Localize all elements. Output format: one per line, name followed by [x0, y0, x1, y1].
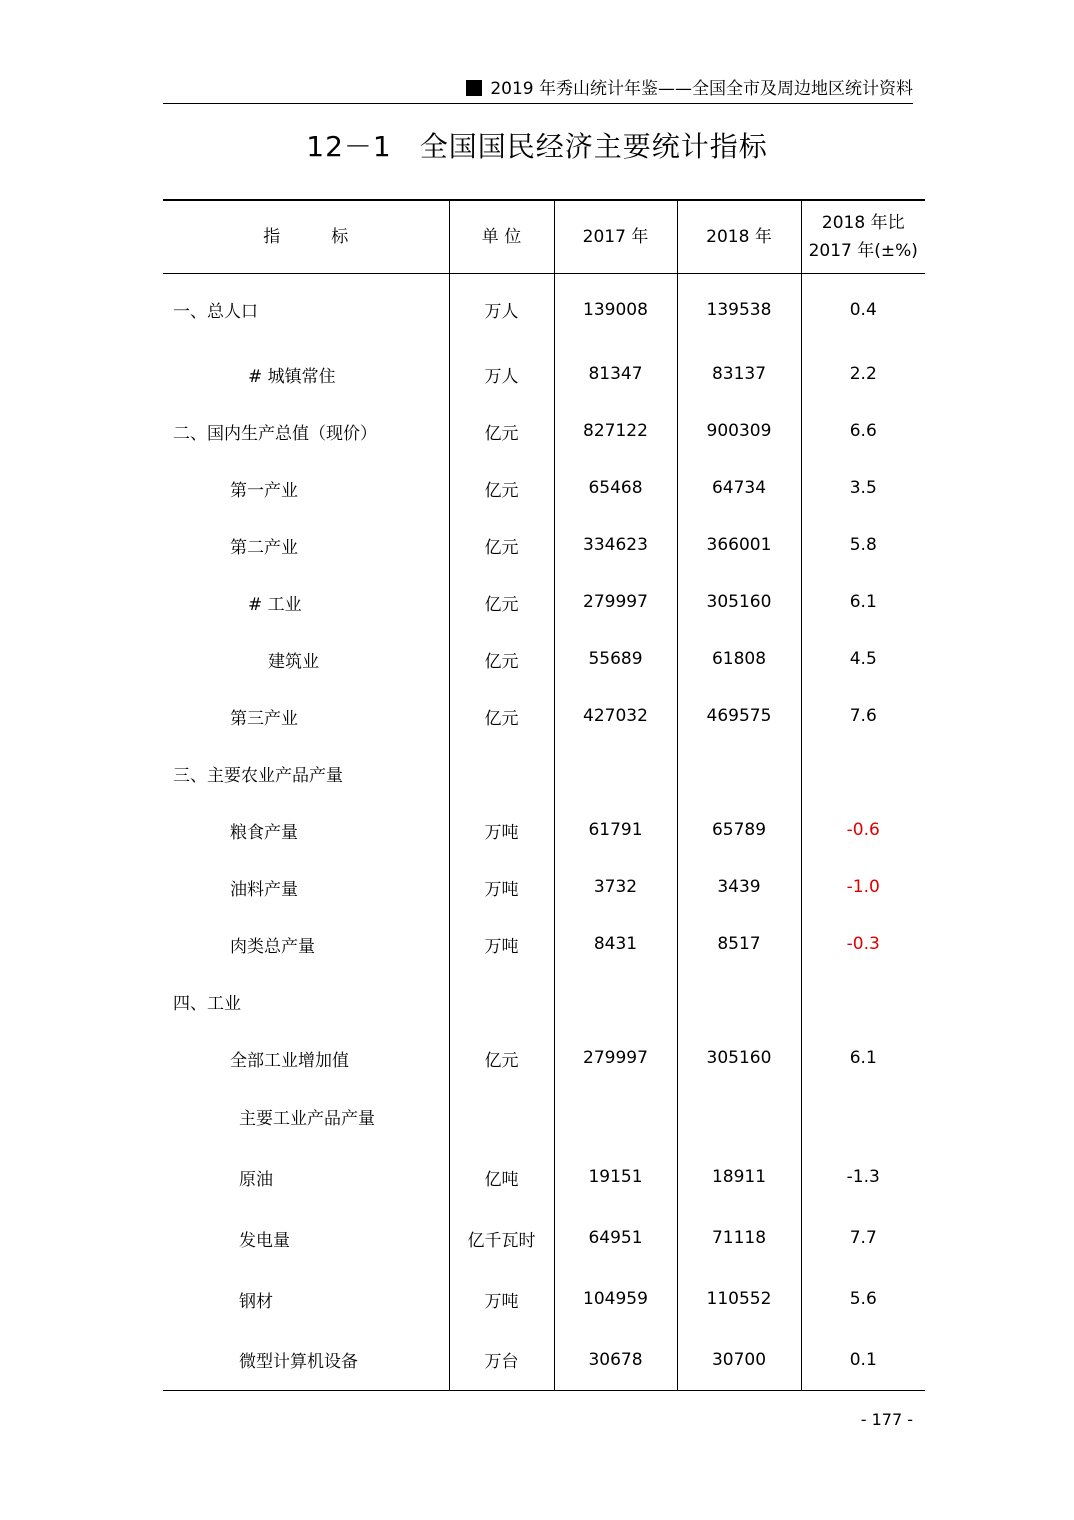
- year-2018-cell: 8517: [677, 916, 801, 973]
- change-header-line1: 2018 年比: [821, 213, 905, 233]
- indicator-cell: 第二产业: [230, 537, 298, 558]
- change-cell: [801, 1087, 925, 1147]
- year-2018-cell: 900309: [677, 403, 801, 460]
- change-cell: 5.6: [801, 1269, 925, 1330]
- table-row: [163, 973, 925, 1030]
- table-row: [163, 574, 925, 631]
- year-2017-cell: [554, 973, 677, 1030]
- table-row: [163, 631, 925, 688]
- indicator-cell: 油料产量: [230, 879, 298, 900]
- change-cell: 2.2: [801, 346, 925, 403]
- indicator-column-header: 指 标: [163, 200, 449, 274]
- unit-cell: 万吨: [449, 1269, 554, 1330]
- indicator-cell: 第三产业: [230, 708, 298, 729]
- indicator-cell: 全部工业增加值: [230, 1050, 349, 1071]
- change-cell: -1.0: [801, 859, 925, 916]
- change-cell: -1.3: [801, 1147, 925, 1208]
- unit-cell: 万台: [449, 1330, 554, 1391]
- change-cell: 3.5: [801, 460, 925, 517]
- year-2018-cell: 469575: [677, 688, 801, 745]
- year-2018-cell: 61808: [677, 631, 801, 688]
- indicator-cell: 第一产业: [230, 480, 298, 501]
- table-row: [163, 859, 925, 916]
- unit-cell: 亿元: [449, 517, 554, 574]
- change-cell: 6.1: [801, 574, 925, 631]
- change-cell: -0.6: [801, 802, 925, 859]
- table-row: [163, 403, 925, 460]
- change-cell: [801, 745, 925, 802]
- year-2018-cell: 305160: [677, 574, 801, 631]
- year-2018-cell: 366001: [677, 517, 801, 574]
- indicator-cell: 原油: [239, 1169, 273, 1190]
- indicator-cell: 二、国内生产总值（现价）: [173, 423, 377, 444]
- unit-cell: 亿吨: [449, 1147, 554, 1208]
- indicator-cell: 微型计算机设备: [163, 1330, 449, 1391]
- year-2017-cell: 30678: [554, 1330, 677, 1391]
- year-2017-cell: [554, 1087, 677, 1147]
- statistics-table: [163, 199, 925, 1391]
- year-2018-cell: 305160: [677, 1030, 801, 1087]
- unit-cell: 万吨: [449, 859, 554, 916]
- indicator-cell: 钢材: [239, 1291, 273, 1312]
- year-2017-column-header: 2017 年: [554, 200, 677, 274]
- running-title: 2019 年秀山统计年鉴——全国全市及周边地区统计资料: [490, 79, 913, 99]
- table-header-row: [163, 200, 925, 274]
- year-2018-column-header: 2018 年: [677, 200, 801, 274]
- change-cell: 5.8: [801, 517, 925, 574]
- change-header-line2: 2017 年(±%): [808, 241, 918, 261]
- indicator-cell: 粮食产量: [230, 822, 298, 843]
- year-2018-cell: [677, 1087, 801, 1147]
- year-2018-cell: 83137: [677, 346, 801, 403]
- year-2017-cell: 19151: [554, 1147, 677, 1208]
- change-cell: 6.6: [801, 403, 925, 460]
- page-number: - 177 -: [860, 1410, 913, 1429]
- change-cell: 6.1: [801, 1030, 925, 1087]
- unit-cell: 万人: [449, 346, 554, 403]
- unit-cell: [449, 1087, 554, 1147]
- unit-cell: [449, 745, 554, 802]
- table-row: [163, 1087, 925, 1147]
- indicator-cell: 发电量: [239, 1230, 290, 1251]
- year-2018-cell: 18911: [677, 1147, 801, 1208]
- indicator-cell: 四、工业: [173, 993, 241, 1014]
- change-cell: [801, 973, 925, 1030]
- unit-cell: 亿千瓦时: [449, 1208, 554, 1269]
- year-2018-cell: [677, 745, 801, 802]
- change-cell: 7.6: [801, 688, 925, 745]
- indicator-cell: # 工业: [248, 594, 302, 615]
- year-2017-cell: 65468: [554, 460, 677, 517]
- year-2018-cell: 71118: [677, 1208, 801, 1269]
- table-row: [163, 1147, 925, 1208]
- indicator-cell: 建筑业: [268, 651, 319, 672]
- indicator-cell: 三、主要农业产品产量: [173, 765, 343, 786]
- black-square-icon: [466, 80, 482, 96]
- year-2017-cell: 139008: [554, 274, 677, 346]
- year-2017-cell: 827122: [554, 403, 677, 460]
- change-cell: 0.4: [801, 274, 925, 346]
- unit-cell: 亿元: [449, 574, 554, 631]
- unit-column-header: 单 位: [449, 200, 554, 274]
- unit-cell: 亿元: [449, 631, 554, 688]
- table-row: [163, 1330, 925, 1391]
- year-2017-cell: 104959: [554, 1269, 677, 1330]
- unit-cell: 万吨: [449, 802, 554, 859]
- year-2018-cell: 110552: [677, 1269, 801, 1330]
- table-row: [163, 802, 925, 859]
- header-divider: [163, 103, 913, 104]
- year-2017-cell: 279997: [554, 574, 677, 631]
- year-2017-cell: 3732: [554, 859, 677, 916]
- indicator-cell: # 城镇常住: [248, 366, 336, 387]
- change-column-header: [801, 200, 925, 274]
- year-2018-cell: 30700: [677, 1330, 801, 1391]
- table-row: [163, 1269, 925, 1330]
- year-2017-cell: 427032: [554, 688, 677, 745]
- year-2017-cell: 279997: [554, 1030, 677, 1087]
- table-title-text: 全国国民经济主要统计指标: [419, 130, 768, 163]
- change-cell: 7.7: [801, 1208, 925, 1269]
- change-cell: -0.3: [801, 916, 925, 973]
- table-row: [163, 1208, 925, 1269]
- table-number: 12－1: [306, 130, 392, 163]
- table-row: [163, 916, 925, 973]
- year-2017-cell: 334623: [554, 517, 677, 574]
- year-2017-cell: 64951: [554, 1208, 677, 1269]
- unit-cell: 万吨: [449, 916, 554, 973]
- unit-cell: 亿元: [449, 403, 554, 460]
- change-cell: 0.1: [801, 1330, 925, 1391]
- change-cell: 4.5: [801, 631, 925, 688]
- year-2017-cell: 55689: [554, 631, 677, 688]
- year-2017-cell: [554, 745, 677, 802]
- year-2018-cell: 64734: [677, 460, 801, 517]
- table-row: [163, 688, 925, 745]
- year-2017-cell: 81347: [554, 346, 677, 403]
- unit-cell: 亿元: [449, 1030, 554, 1087]
- unit-cell: 亿元: [449, 460, 554, 517]
- year-2018-cell: [677, 973, 801, 1030]
- year-2018-cell: 3439: [677, 859, 801, 916]
- running-header: [163, 76, 913, 102]
- unit-cell: 万人: [449, 274, 554, 346]
- indicator-cell: 主要工业产品产量: [239, 1109, 375, 1129]
- table-row: [163, 274, 925, 346]
- unit-cell: [449, 973, 554, 1030]
- table-title: [0, 127, 1074, 167]
- table-row: [163, 460, 925, 517]
- table-row: [163, 517, 925, 574]
- indicator-cell: 肉类总产量: [230, 936, 315, 957]
- year-2018-cell: 139538: [677, 274, 801, 346]
- year-2018-cell: 65789: [677, 802, 801, 859]
- unit-cell: 亿元: [449, 688, 554, 745]
- table-row: [163, 745, 925, 802]
- year-2017-cell: 8431: [554, 916, 677, 973]
- table-row: [163, 1030, 925, 1087]
- year-2017-cell: 61791: [554, 802, 677, 859]
- indicator-cell: 一、总人口: [173, 302, 258, 323]
- table-row: [163, 346, 925, 403]
